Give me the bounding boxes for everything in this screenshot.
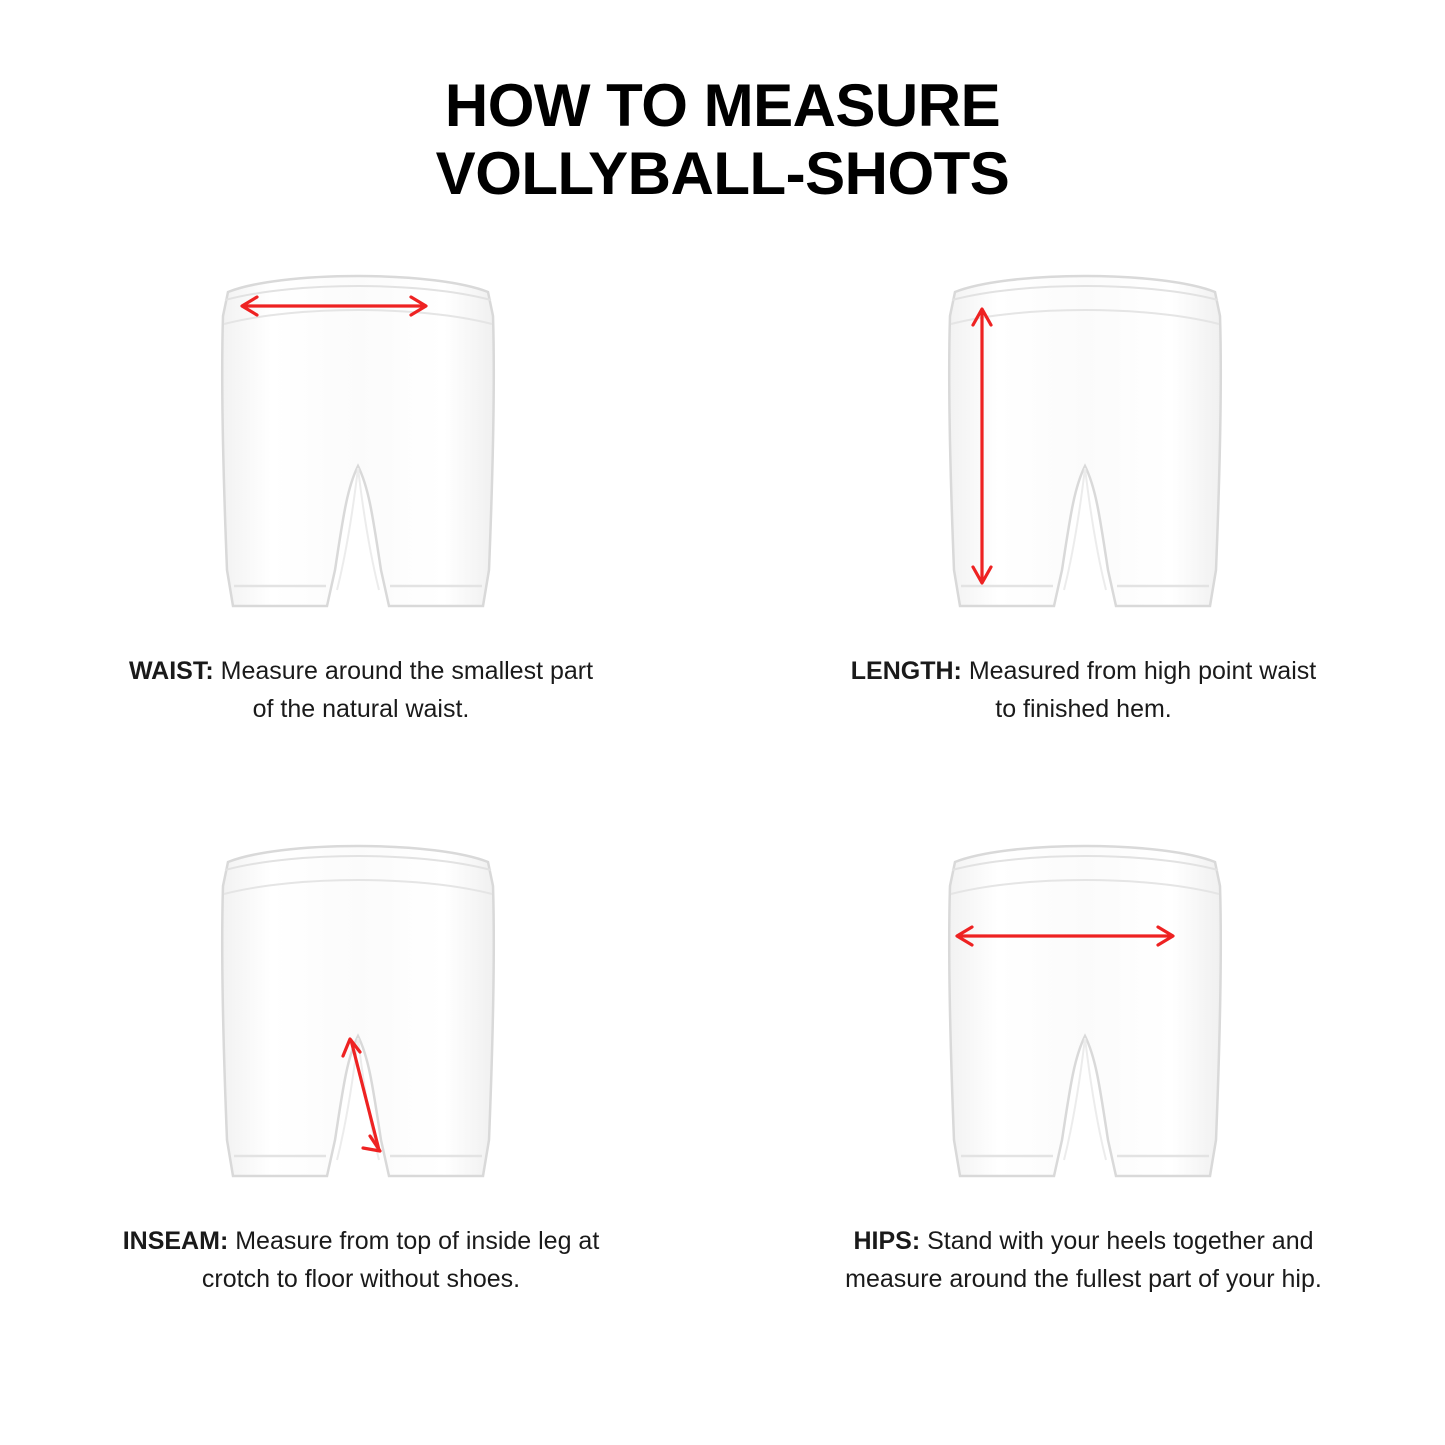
shorts-body [949, 846, 1221, 1176]
caption-text-waist: Measure around the smallest part of the natural waist. [213, 657, 594, 723]
shorts-illustration-hips [920, 840, 1250, 1200]
caption-colon-length: : [953, 657, 962, 685]
caption-label-waist: WAIST [128, 657, 206, 685]
caption-waist [126, 652, 596, 728]
measurement-card-waist [0, 270, 722, 840]
page-title-line-2: VOLLYBALL-SHOTS [435, 140, 1010, 207]
caption-text-inseam: Measure from top of inside leg at crotch to floor without shoes. [201, 1227, 600, 1293]
caption-hips [839, 1222, 1329, 1298]
caption-label-inseam: INSEAM [122, 1227, 220, 1255]
caption-colon-hips: : [911, 1227, 921, 1255]
shorts-body [222, 276, 494, 606]
caption-label-hips: HIPS [853, 1227, 912, 1255]
caption-length [849, 652, 1319, 728]
measurement-grid [0, 270, 1445, 1410]
measurement-card-inseam [0, 840, 722, 1410]
page-title [0, 0, 1445, 208]
caption-label-length: LENGTH [850, 657, 954, 685]
caption-colon-waist: : [205, 657, 214, 685]
shorts-illustration-waist [193, 270, 523, 630]
shorts-illustration-length [920, 270, 1250, 630]
caption-text-hips: Stand with your heels together and measure around the fullest part of your hip. [845, 1227, 1322, 1293]
page-title-line-1: HOW TO MEASURE [444, 72, 1001, 139]
caption-colon-inseam: : [219, 1227, 229, 1255]
measurement-card-hips [722, 840, 1445, 1410]
caption-text-length: Measured from high point waist to finished hem. [961, 657, 1317, 723]
caption-inseam [116, 1222, 606, 1298]
shorts-illustration-inseam [193, 840, 523, 1200]
measurement-card-length [722, 270, 1445, 840]
shorts-body [222, 846, 494, 1176]
